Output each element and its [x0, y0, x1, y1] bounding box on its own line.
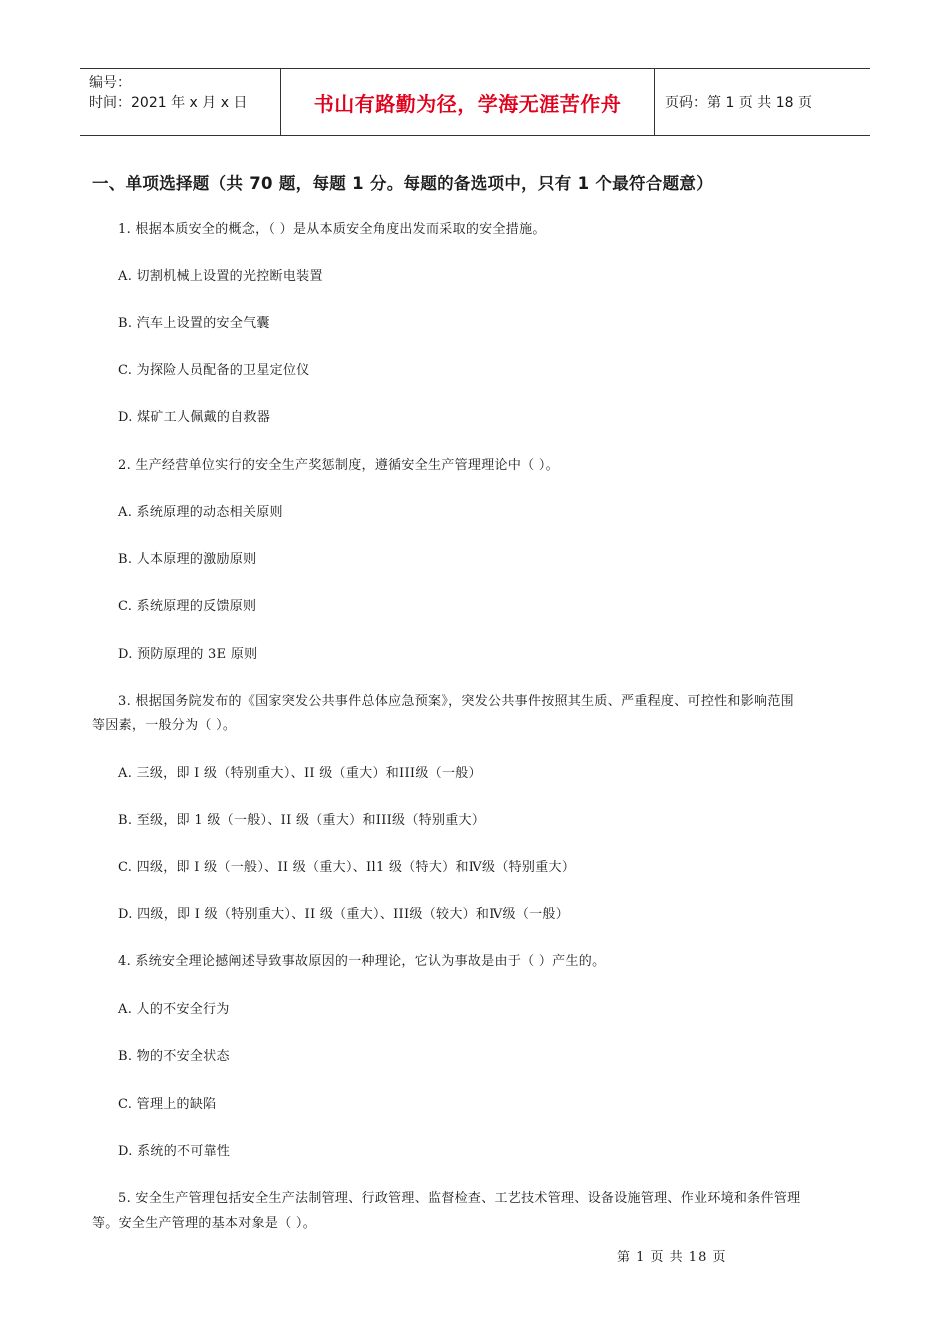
section-title: 一、单项选择题（共 70 题，每题 1 分。每题的备选项中，只有 1 个最符合题意） [92, 174, 713, 193]
date-label: 时间：2021 年 x 月 x 日 [89, 95, 248, 111]
question-2-option-c: C. 系统原理的反馈原则 [118, 599, 257, 614]
number-label: 编号： [89, 75, 131, 91]
document-header [80, 68, 870, 136]
question-1-option-d: D. 煤矿工人佩戴的自救器 [118, 410, 271, 425]
question-4-stem: 4. 系统安全理论撼阐述导致事故原因的一种理论，它认为事故是由于（ ）产生的。 [118, 954, 606, 969]
question-3-stem-line2: 等因素，一般分为（ ）。 [92, 718, 237, 733]
question-2-stem: 2. 生产经营单位实行的安全生产奖惩制度，遵循安全生产管理理论中（ ）。 [118, 458, 559, 473]
question-1-option-a: A. 切割机械上设置的光控断电装置 [118, 269, 323, 284]
question-4-option-b: B. 物的不安全状态 [118, 1049, 230, 1064]
question-1-stem: 1. 根据本质安全的概念，（ ）是从本质安全角度出发而采取的安全措施。 [118, 222, 546, 237]
question-3-option-b: B. 至级，即 1 级（一般）、II 级（重大）和III级（特别重大） [118, 813, 486, 828]
question-2-option-a: A. 系统原理的动态相关原则 [118, 505, 283, 520]
question-3-option-a: A. 三级，即 I 级（特别重大）、II 级（重大）和III级（一般） [118, 766, 482, 781]
question-4-option-a: A. 人的不安全行为 [118, 1002, 230, 1017]
question-4-option-d: D. 系统的不可靠性 [118, 1144, 231, 1159]
question-5-stem-line1: 5. 安全生产管理包括安全生产法制管理、行政管理、监督检查、工艺技术管理、设备设施管理、作业环境和条件管理 [118, 1191, 801, 1206]
header-page-info: 页码：第 1 页 共 18 页 [665, 95, 812, 111]
question-3-option-c: C. 四级，即 I 级（一般）、II 级（重大）、Il1 级（特大）和Ⅳ级（特别重大） [118, 860, 576, 875]
question-3-option-d: D. 四级，即 I 级（特别重大）、II 级（重大）、III级（较大）和Ⅳ级（一般） [118, 907, 570, 922]
header-motto: 书山有路勤为径，学海无涯苦作舟 [281, 69, 655, 135]
question-3-stem-line1: 3. 根据国务院发布的《国家突发公共事件总体应急预案》，突发公共事件按照其生质、严重程度、可控性和影响范围 [118, 694, 794, 709]
header-meta [80, 69, 281, 135]
question-5-stem-line2: 等。安全生产管理的基本对象是（ ）。 [92, 1216, 317, 1231]
question-2-option-d: D. 预防原理的 3E 原则 [118, 647, 258, 662]
question-1-option-b: B. 汽车上设置的安全气囊 [118, 316, 270, 331]
page-footer: 第 1 页 共 18 页 [617, 1250, 727, 1265]
question-4-option-c: C. 管理上的缺陷 [118, 1097, 217, 1112]
question-2-option-b: B. 人本原理的激励原则 [118, 552, 257, 567]
question-1-option-c: C. 为探险人员配备的卫星定位仪 [118, 363, 310, 378]
